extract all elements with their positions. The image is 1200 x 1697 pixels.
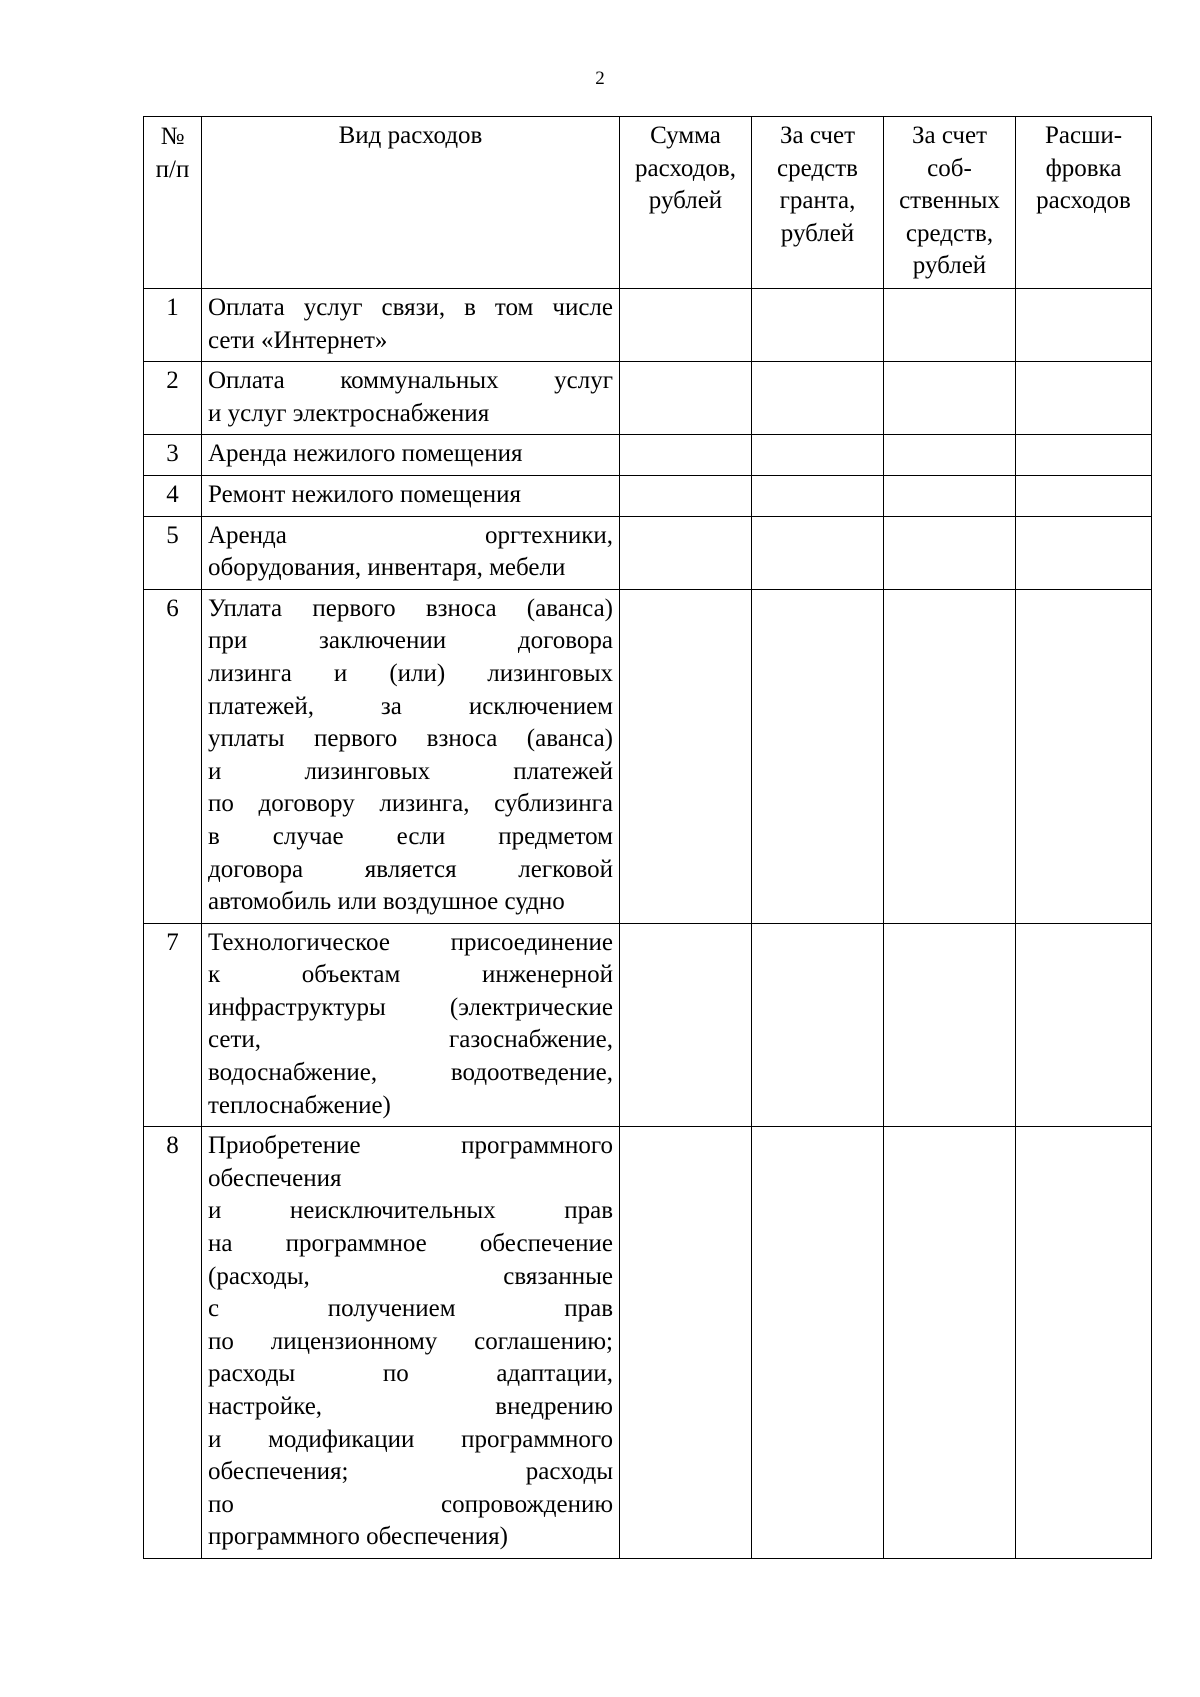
expense-type-line: Аренда нежилого помещения bbox=[208, 440, 523, 468]
total-amount-cell[interactable] bbox=[620, 516, 752, 589]
header-line: рублей bbox=[780, 219, 855, 247]
own-funds-cell[interactable] bbox=[884, 435, 1016, 476]
total-amount-cell[interactable] bbox=[620, 1127, 752, 1559]
expense-type-line: по сопровождению bbox=[208, 1490, 613, 1518]
grant-funds-cell[interactable] bbox=[752, 923, 884, 1127]
header-line: расходов bbox=[1036, 187, 1131, 215]
header-line: гранта, bbox=[779, 187, 856, 215]
breakdown-cell[interactable] bbox=[1016, 289, 1152, 362]
expense-type-cell bbox=[202, 475, 620, 516]
total-amount-cell[interactable] bbox=[620, 475, 752, 516]
total-amount-cell[interactable] bbox=[620, 589, 752, 923]
total-amount-cell[interactable] bbox=[620, 435, 752, 476]
expense-type-line: настройке, внедрению bbox=[208, 1393, 613, 1420]
header-line: рублей bbox=[648, 187, 723, 215]
expense-type-line: договора является легковой bbox=[208, 855, 613, 883]
header-number-line: № bbox=[160, 123, 185, 150]
expense-type-line: Уплата первого взноса (аванса) bbox=[208, 594, 613, 622]
table-row bbox=[144, 516, 1152, 589]
table-row bbox=[144, 589, 1152, 923]
expense-type-cell bbox=[202, 516, 620, 589]
expense-type-line: и лизинговых платежей bbox=[208, 757, 613, 785]
table-row bbox=[144, 435, 1152, 476]
header-expense-type bbox=[202, 117, 620, 289]
expense-type-line: платежей, за исключением bbox=[208, 692, 613, 720]
header-line: Сумма bbox=[650, 122, 721, 149]
total-amount-cell[interactable] bbox=[620, 289, 752, 362]
row-number: 1 bbox=[144, 289, 202, 362]
grant-funds-cell[interactable] bbox=[752, 362, 884, 435]
expense-type-cell bbox=[202, 1127, 620, 1559]
header-line: средств bbox=[777, 154, 858, 182]
total-amount-cell[interactable] bbox=[620, 362, 752, 435]
breakdown-cell[interactable] bbox=[1016, 516, 1152, 589]
expense-type-line: обеспечения; расходы bbox=[208, 1458, 613, 1486]
header-line: средств, bbox=[905, 219, 994, 247]
expense-type-line: автомобиль или воздушное судно bbox=[208, 888, 565, 916]
breakdown-cell[interactable] bbox=[1016, 475, 1152, 516]
header-line: соб- bbox=[927, 154, 972, 182]
expense-type-cell bbox=[202, 289, 620, 362]
row-number: 3 bbox=[144, 435, 202, 476]
row-number: 5 bbox=[144, 516, 202, 589]
own-funds-cell[interactable] bbox=[884, 589, 1016, 923]
breakdown-cell[interactable] bbox=[1016, 923, 1152, 1127]
expense-type-line: расходы по адаптации, bbox=[208, 1360, 613, 1388]
expense-type-line: при заключении договора bbox=[208, 627, 613, 655]
expense-type-line: уплаты первого взноса (аванса) bbox=[208, 725, 613, 753]
own-funds-cell[interactable] bbox=[884, 516, 1016, 589]
expense-type-line: в случае если предметом bbox=[208, 822, 613, 850]
header-line: расходов, bbox=[635, 154, 736, 182]
expense-type-line: на программное обеспечение bbox=[208, 1230, 613, 1258]
header-line: рублей bbox=[912, 252, 987, 280]
expense-type-line: по лицензионному соглашению; bbox=[208, 1327, 613, 1355]
table-row bbox=[144, 923, 1152, 1127]
expense-type-line: по договору лизинга, сублизинга bbox=[208, 790, 613, 818]
expense-type-line: лизинга и (или) лизинговых bbox=[208, 659, 613, 687]
breakdown-cell[interactable] bbox=[1016, 362, 1152, 435]
expense-type-line: Ремонт нежилого помещения bbox=[208, 480, 521, 508]
table-row bbox=[144, 362, 1152, 435]
grant-funds-cell[interactable] bbox=[752, 435, 884, 476]
expense-type-line: теплоснабжение) bbox=[208, 1091, 391, 1119]
header-total-amount bbox=[620, 117, 752, 289]
row-number: 6 bbox=[144, 589, 202, 923]
header-grant-funds bbox=[752, 117, 884, 289]
expense-type-line: программного обеспечения) bbox=[208, 1523, 508, 1551]
expense-type-line: с получением прав bbox=[208, 1295, 613, 1323]
expense-type-line: инфраструктуры (электрические bbox=[208, 993, 613, 1021]
page-number: 2 bbox=[595, 68, 605, 89]
header-line: За счет bbox=[779, 122, 856, 149]
expense-type-line: Аренда оргтехники, bbox=[208, 521, 613, 549]
grant-funds-cell[interactable] bbox=[752, 289, 884, 362]
expense-type-line: Оплата услуг связи, в том числе bbox=[208, 294, 613, 321]
own-funds-cell[interactable] bbox=[884, 923, 1016, 1127]
row-number: 2 bbox=[144, 362, 202, 435]
header-line: ственных bbox=[899, 187, 1000, 215]
table-row bbox=[144, 475, 1152, 516]
total-amount-cell[interactable] bbox=[620, 923, 752, 1127]
table-header-row bbox=[144, 117, 1152, 289]
expense-type-cell bbox=[202, 923, 620, 1127]
expense-type-line: Технологическое присоединение bbox=[208, 928, 613, 956]
expense-type-cell bbox=[202, 435, 620, 476]
expense-type-line: Оплата коммунальных услуг bbox=[208, 367, 613, 395]
expense-type-line: водоснабжение, водоотведение, bbox=[208, 1059, 613, 1087]
expense-type-line: и модификации программного bbox=[208, 1425, 613, 1453]
expense-type-line: (расходы, связанные bbox=[208, 1262, 613, 1290]
table-row bbox=[144, 1127, 1152, 1559]
own-funds-cell[interactable] bbox=[884, 289, 1016, 362]
header-expense-type-label: Вид расходов bbox=[338, 122, 483, 149]
expense-type-cell bbox=[202, 362, 620, 435]
grant-funds-cell[interactable] bbox=[752, 516, 884, 589]
row-number: 8 bbox=[144, 1127, 202, 1559]
breakdown-cell[interactable] bbox=[1016, 435, 1152, 476]
expenses-table bbox=[143, 116, 1152, 1559]
table-row bbox=[144, 289, 1152, 362]
own-funds-cell[interactable] bbox=[884, 475, 1016, 516]
header-line: За счет bbox=[911, 122, 988, 149]
header-line: Расши- bbox=[1044, 122, 1123, 149]
row-number: 7 bbox=[144, 923, 202, 1127]
own-funds-cell[interactable] bbox=[884, 362, 1016, 435]
header-line: фровка bbox=[1045, 154, 1122, 182]
header-breakdown bbox=[1016, 117, 1152, 289]
grant-funds-cell[interactable] bbox=[752, 1127, 884, 1559]
expense-type-line: и неисключительных прав bbox=[208, 1197, 613, 1225]
expense-type-line: обеспечения bbox=[208, 1164, 342, 1192]
expense-type-line: сети, газоснабжение, bbox=[208, 1026, 613, 1054]
expense-type-line: сети «Интернет» bbox=[208, 326, 388, 354]
own-funds-cell[interactable] bbox=[884, 1127, 1016, 1559]
breakdown-cell[interactable] bbox=[1016, 1127, 1152, 1559]
expense-type-line: и услуг электроснабжения bbox=[208, 399, 490, 427]
header-number-line: п/п bbox=[155, 155, 190, 183]
expense-type-line: Приобретение программного bbox=[208, 1132, 613, 1160]
grant-funds-cell[interactable] bbox=[752, 475, 884, 516]
expense-type-cell bbox=[202, 589, 620, 923]
expense-type-line: к объектам инженерной bbox=[208, 961, 613, 989]
grant-funds-cell[interactable] bbox=[752, 589, 884, 923]
row-number: 4 bbox=[144, 475, 202, 516]
header-own-funds bbox=[884, 117, 1016, 289]
expense-type-line: оборудования, инвентаря, мебели bbox=[208, 554, 566, 582]
header-number bbox=[144, 117, 202, 289]
breakdown-cell[interactable] bbox=[1016, 589, 1152, 923]
